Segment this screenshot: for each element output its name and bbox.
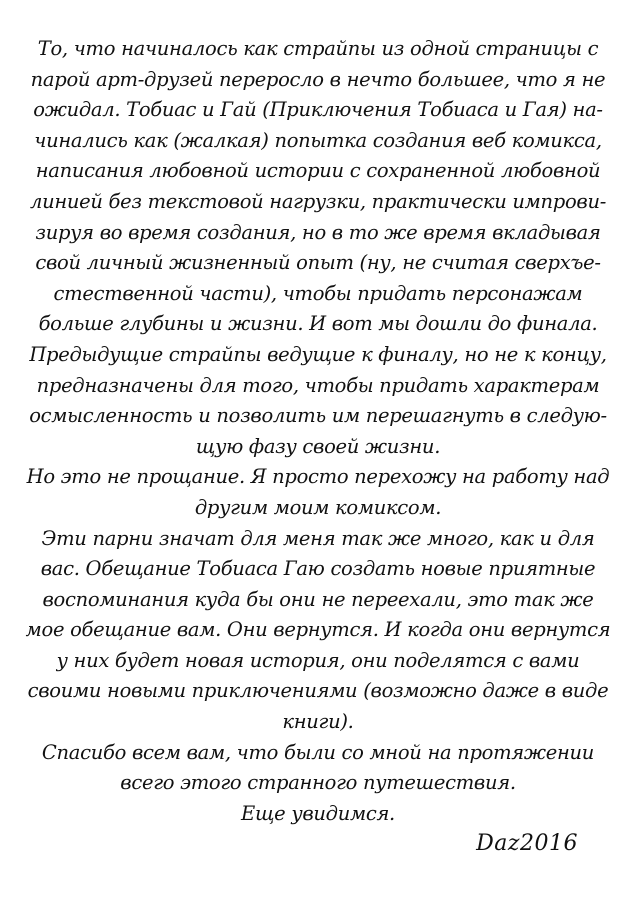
text-line: книги). — [282, 710, 354, 734]
text-line: Предыдущие страйпы ведущие к финалу, но не к концу, — [29, 342, 607, 366]
text-line: стественной части), чтобы придать персонажам — [53, 281, 583, 305]
text-line: чинались как (жалкая) попытка создания веб комикса, — [34, 128, 602, 152]
text-line: своими новыми приключениями (возможно даже в виде — [27, 679, 609, 703]
text-line: другим моим комиксом. — [194, 495, 442, 519]
text-line: мое обещание вам. Они вернутся. И когда они вернутся — [25, 618, 611, 642]
text-line: Еще увидимся. — [241, 801, 395, 825]
author-signature: Daz2016 — [476, 831, 578, 856]
text-line: Но это не прощание. Я просто перехожу на работу над — [26, 465, 610, 489]
text-line: предназначены для того, чтобы придать характерам — [36, 373, 600, 397]
text-line: линией без текстовой нагрузки, практически импрови- — [29, 189, 607, 213]
text-line: осмысленность и позволить им перешагнуть в следую- — [29, 404, 607, 428]
text-line: То, что начиналось как страйпы из одной страницы с — [37, 37, 599, 60]
text-line: щую фазу своей жизни. — [195, 434, 441, 458]
text-line: воспоминания куда бы они не переехали, это так же — [42, 587, 594, 611]
text-line: зируя во время создания, но в то же время вкладывая — [35, 220, 601, 244]
text-line: вас. Обещание Тобиаса Гаю создать новые приятные — [40, 557, 596, 581]
text-line: написания любовной истории с сохраненной любовной — [35, 159, 601, 183]
text-line: Эти парни значат для меня так же много, как и для — [41, 526, 595, 550]
letter-body — [22, 34, 614, 829]
text-line: всего этого странного путешествия. — [120, 771, 516, 795]
text-line: Спасибо всем вам, что были со мной на протяжении — [41, 740, 595, 764]
text-line: парой арт-друзей переросло в нечто большее, что я не — [30, 67, 606, 91]
text-line: у них будет новая история, они поделятся с вами — [56, 648, 580, 672]
text-line: свой личный жизненный опыт (ну, не считая сверхъе- — [35, 251, 601, 275]
text-line: больше глубины и жизни. И вот мы дошли до финала. — [38, 312, 598, 336]
text-line: ожидал. Тобиас и Гай (Приключения Тобиаса и Гая) на- — [33, 98, 603, 122]
